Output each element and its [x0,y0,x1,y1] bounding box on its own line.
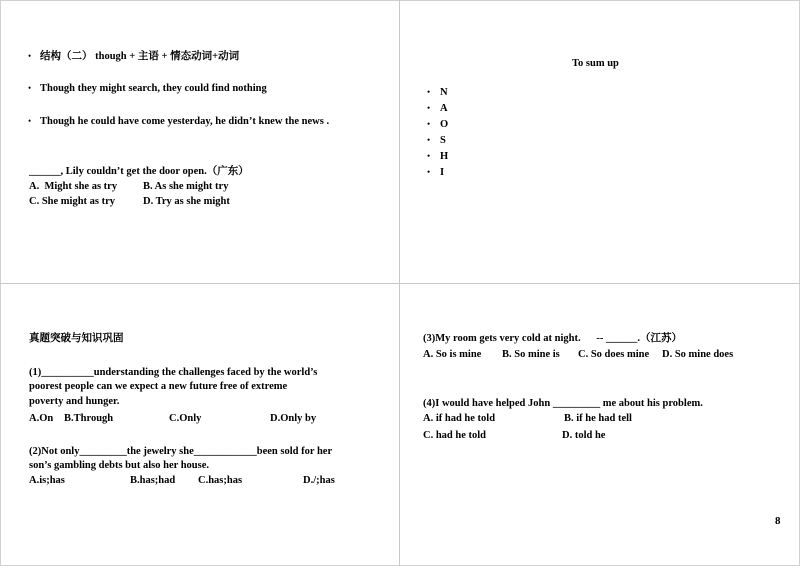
q1-option-b: B.Through [64,413,114,424]
letter-item: A [440,103,448,114]
slide1-bullet-2: Though they might search, they could find nothing [40,83,267,94]
q3-option-d: D. So mine does [662,349,734,360]
horizontal-divider [0,283,800,284]
q2-option-a: A.is;has [29,475,65,486]
slide2-title: To sum up [572,58,619,69]
slide1-bullet-3: Though he could have come yesterday, he didn’t knew the news . [40,116,330,127]
q2-option-d: D./;has [303,475,335,486]
q3-option-a: A. So is mine [423,349,482,360]
bullet-dot: • [427,103,431,113]
q1-line: poverty and hunger. [29,396,120,407]
letter-item: S [440,135,446,146]
option-b: B. As she might try [143,181,229,192]
q4-option-b: B. if he had tell [564,413,632,424]
letter-item: H [440,151,449,162]
bullet-dot: • [28,116,32,126]
bullet-dot: • [427,167,431,177]
letter-item: I [440,167,445,178]
q3-option-c: C. So does mine [578,349,650,360]
q2-line: (2)Not only_________the jewelry she____________been sold for her [29,446,333,457]
bullet-dot: • [427,135,431,145]
q1-option-a: A.On [29,413,54,424]
q3-option-b: B. So mine is [502,349,560,360]
bullet-dot: • [28,83,32,93]
q1-line: poorest people can we expect a new future free of extreme [29,381,288,392]
q3-line: (3)My room gets very cold at night. -- ______.（江苏） [423,333,683,344]
slide1-bullet-1: 结构（二） though + 主语 + 情态动词+动词 [40,51,240,62]
option-a: A. Might she as try [29,181,118,192]
bullet-dot: • [427,151,431,161]
slide1-question: ______, Lily couldn’t get the door open.（广东） [29,166,249,177]
option-d: D. Try as she might [143,196,230,207]
q2-option-b: B.has;had [130,475,176,486]
q2-option-c: C.has;has [198,475,243,486]
q1-option-c: C.Only [169,413,202,424]
bullet-dot: • [28,51,32,61]
page-number: 8 [775,515,781,527]
slide3-heading: 真题突破与知识巩固 [29,333,124,344]
bullet-dot: • [427,87,431,97]
letter-item: O [440,119,449,130]
letter-item: N [440,87,448,98]
bullet-dot: • [427,119,431,129]
q4-option-c: C. had he told [423,430,487,441]
q4-option-a: A. if had he told [423,413,496,424]
q1-line: (1)__________understanding the challenges faced by the world’s [29,367,318,378]
q4-line: (4)I would have helped John _________ me about his problem. [423,398,703,409]
q1-option-d: D.Only by [270,413,317,424]
q2-line: son’s gambling debts but also her house. [29,460,210,471]
q4-option-d: D. told he [562,430,606,441]
option-c: C. She might as try [29,196,116,207]
